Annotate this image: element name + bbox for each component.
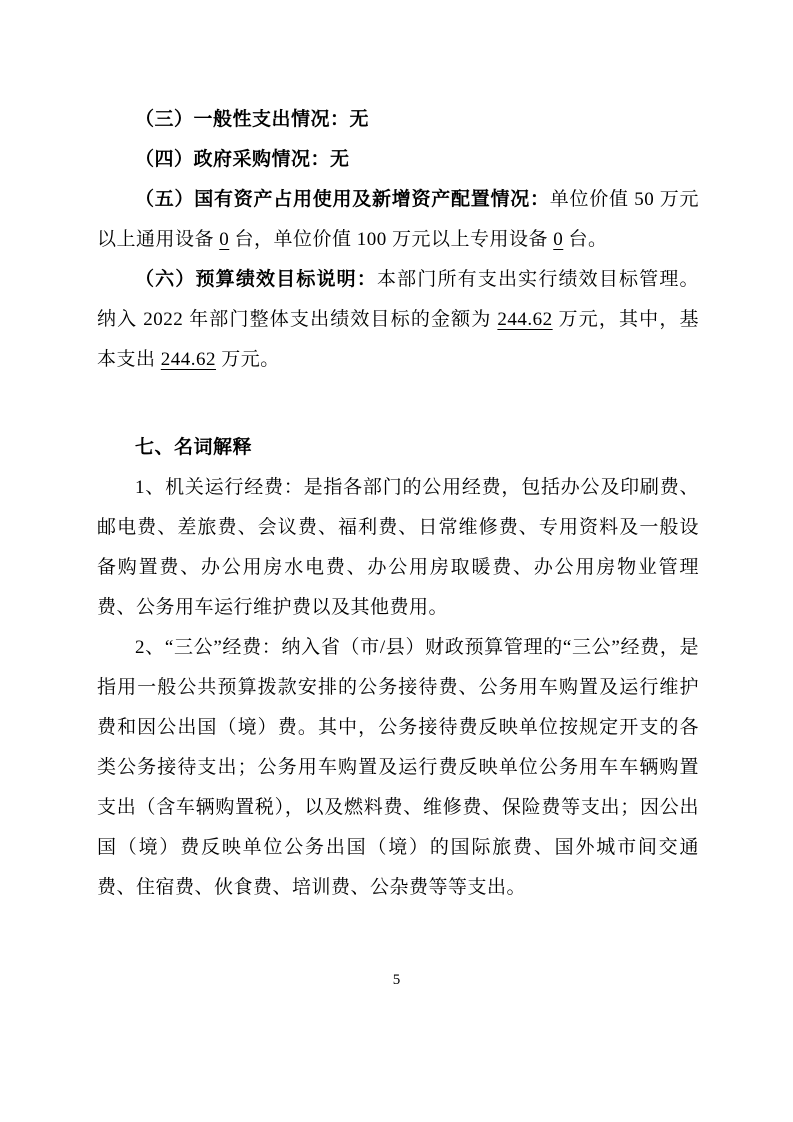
text-run: 万元，其中，基本支出 bbox=[97, 309, 699, 370]
text-bold: （五）国有资产占用使用及新增资产配置情况： bbox=[135, 189, 550, 210]
text-underlined: 244.62 bbox=[160, 349, 217, 370]
page-number: 5 bbox=[392, 972, 401, 988]
text-run: 台。 bbox=[563, 229, 608, 250]
text-run: 单位价值 50 万元以上通用设备 bbox=[97, 189, 699, 250]
text-run: 2、“三公”经费：纳入省（市/县）财政预算管理的“三公”经费，是指用一般公共预算拨款安排的公务接待费、公务用车购置及运行维护费和因公出国（境）费。其中，公务接待费反映单位按规定开支的各类公务接待支出；公务用车购置及运行费反映单位公务用车车辆购置支出（含车辆购置税），以及燃料费、维修费、保险费等支出；因公出国（境）费反映单位公务出国（境）的国际旅费、国外城市间交通费、住宿费、伙食费、培训费、公杂费等等支出。 bbox=[97, 637, 699, 898]
text-bold: （四）政府采购情况：无 bbox=[135, 149, 350, 170]
text-run: 1、机关运行经费：是指各部门的公用经费，包括办公及印刷费、邮电费、差旅费、会议费、福利费、日常维修费、专用资料及一般设备购置费、办公用房水电费、办公用房取暖费、办公用房物业管理费、公务用车运行维护费以及其他费用。 bbox=[97, 477, 699, 618]
section-7-heading bbox=[97, 428, 699, 468]
item-4-government-procurement bbox=[97, 140, 699, 180]
text-bold: 七、名词解释 bbox=[135, 437, 253, 458]
text-underlined: 244.62 bbox=[497, 309, 553, 330]
document-body bbox=[97, 100, 699, 908]
text-bold: （三）一般性支出情况：无 bbox=[135, 109, 370, 130]
text-run: 万元。 bbox=[216, 349, 280, 370]
text-underlined: 0 bbox=[553, 229, 564, 250]
item-6-performance-target bbox=[97, 260, 699, 380]
text-run: 台，单位价值 100 万元以上专用设备 bbox=[229, 229, 554, 250]
text-underlined: 0 bbox=[219, 229, 230, 250]
text-bold: （六）预算绩效目标说明： bbox=[135, 269, 377, 290]
term-1-operating-funds bbox=[97, 468, 699, 628]
term-2-three-public-funds bbox=[97, 628, 699, 908]
item-5-state-assets bbox=[97, 180, 699, 260]
item-3-general-expenditure bbox=[97, 100, 699, 140]
text-run: 本部门所有支出实行绩效目标管理。纳入 2022 年部门整体支出绩效目标的金额为 bbox=[97, 269, 699, 330]
